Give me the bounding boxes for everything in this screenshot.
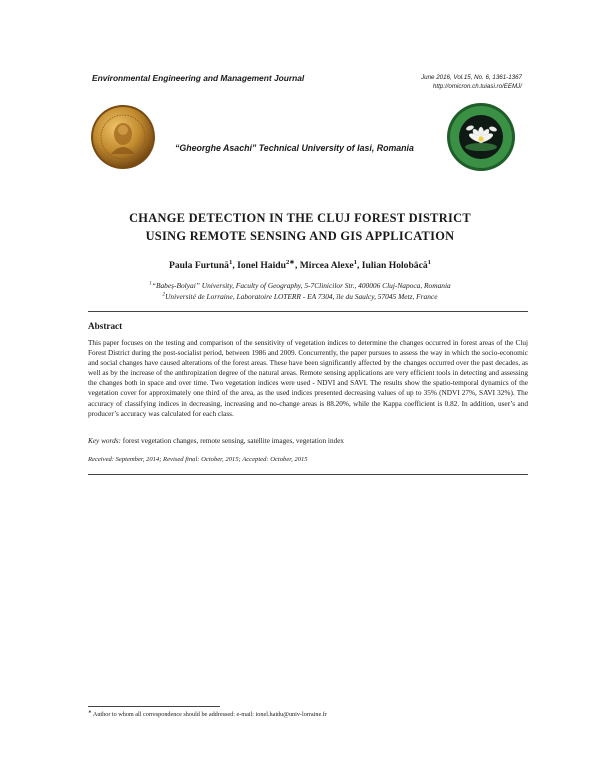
affiliation-mark: 1 — [149, 280, 152, 287]
abstract-heading: Abstract — [88, 321, 123, 331]
abstract-bottom-rule — [88, 474, 528, 475]
footnote-mark: ∗ — [88, 708, 92, 714]
bronze-medallion-seal-icon — [90, 104, 156, 170]
water-lily-seal-icon — [446, 102, 516, 172]
paper-title-line-2: USING REMOTE SENSING AND GIS APPLICATION — [145, 229, 455, 243]
footnote-rule — [88, 706, 220, 707]
author-mark: 2∗ — [285, 258, 295, 266]
abstract-body: This paper focuses on the testing and comparison of the sensitivity of vegetation indices to determine the changes occurred in forest areas of the Cluj Forest District during the post-socialist period, between 1986 and 2009. Concurrently, the paper pursues to assess the way in which the socio-economic and social changes have caused alterations of the forest areas. These have been significantly affected by the changes occurred over the past decades, as well as by the increase of the anthropization degree of the natural areas. Remote sensing applications are very efficient tools in detecting and assessing the changes both in space and over time. Two vegetation indices were used - NDVI and SAVI. The results show the spatio-temporal dynamics of the vegetation cover for approximately one third of the area, as the used indices presented decreasing values of up to 35% (NDVI 27%, SAVI 32%). The accuracy of classifying indices in decreasing, increasing and no-change areas is 88.20%, while the Kappa coefficient is 0.82. In addition, user’s and producer’s accuracy was calculated for each class. — [88, 339, 528, 418]
keywords — [88, 437, 528, 445]
author-mark: 1 — [353, 258, 357, 266]
journal-url[interactable]: http://omicron.ch.tuiasi.ro/EEMJ/ — [432, 83, 522, 90]
author-mark: 1 — [427, 258, 431, 266]
received-dates: Received: September, 2014; Revised final: October, 2015; Accepted: October, 2015 — [88, 456, 308, 463]
affiliation — [0, 292, 600, 301]
affiliation-text: Université de Lorraine, Laboratoire LOTERR - EA 7304, île du Saulcy, 57045 Metz, France — [165, 292, 438, 301]
affiliation — [0, 281, 600, 290]
author-name: Paula Furtună — [169, 260, 229, 271]
author-name: Iulian Holobâcă — [361, 260, 428, 271]
author-mark: 1 — [228, 258, 233, 266]
affiliation-text: “Babeș-Bolyai” University, Faculty of Geography, 5-7Clinicilor Str., 400006 Cluj-Napoca, Romania — [151, 281, 451, 290]
abstract-top-rule — [88, 311, 528, 312]
correspondence-footnote — [88, 708, 327, 718]
keywords-text: forest vegetation changes, remote sensing, satellite images, vegetation index — [120, 437, 345, 445]
journal-title: Environmental Engineering and Management Journal — [92, 73, 305, 83]
author-name: Ionel Haidu — [237, 260, 286, 271]
paper-title-line-1: CHANGE DETECTION IN THE CLUJ FOREST DISTRICT — [129, 211, 471, 225]
author-name: Mircea Alexe — [299, 260, 354, 271]
journal-issue-info: June 2016, Vol.15, No. 6, 1361-1367 — [421, 74, 522, 81]
affiliation-mark: 2 — [162, 291, 166, 298]
university-name: “Gheorghe Asachi” Technical University of Iasi, Romania — [175, 143, 414, 153]
footnote-text: Author to whom all correspondence should be addressed: e-mail: ionel.haidu@univ-lorraine.fr — [91, 711, 327, 718]
author-list: Paula Furtună$^1$, Ionel Haidu$^{2∗}$, Mircea Alexe$^1$, Iulian Holobâcă$^1$ — [169, 258, 431, 271]
keywords-label: Key words: — [88, 437, 121, 445]
